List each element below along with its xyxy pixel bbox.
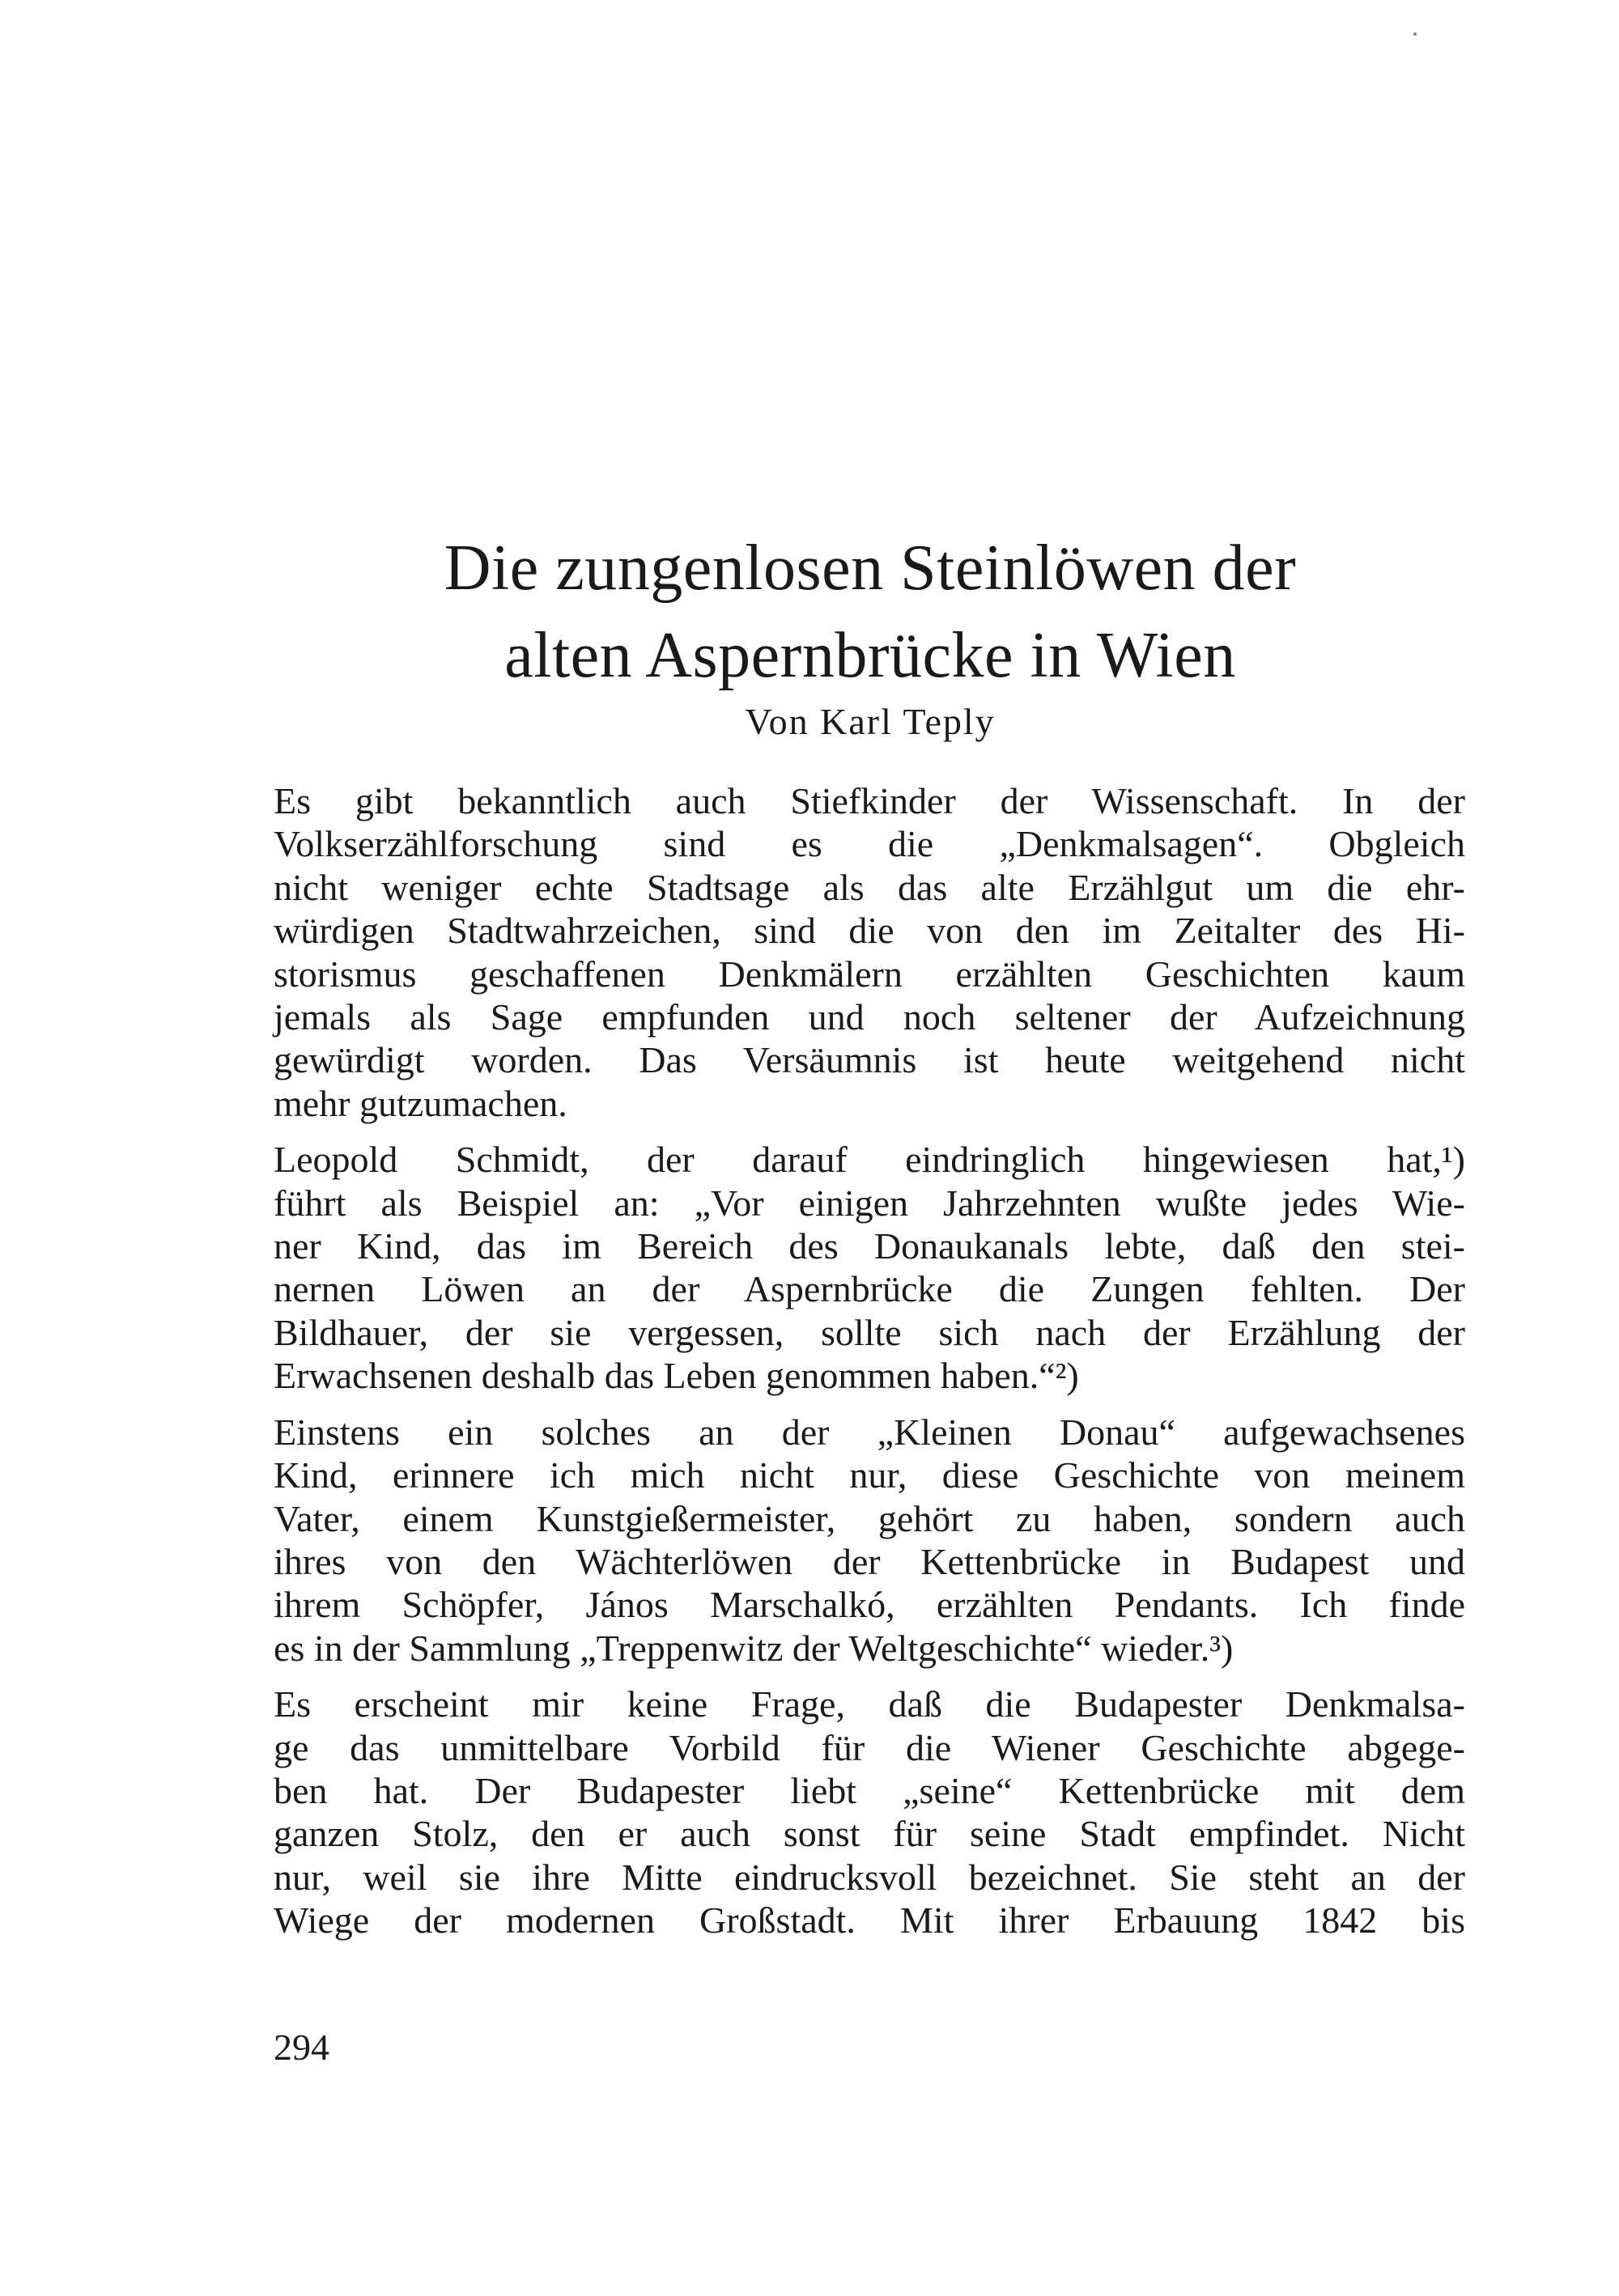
text-line: Es gibt bekanntlich auch Stiefkinder der Wissenschaft. In der <box>274 780 1465 821</box>
text-line: nur, weil sie ihre Mitte eindrucksvoll bezeichnet. Sie steht an der <box>274 1856 1465 1898</box>
text-line: ge das unmittelbare Vorbild für die Wiener Geschichte abgege- <box>274 1726 1465 1768</box>
article-title <box>275 524 1465 699</box>
paragraph-2 <box>274 1138 1465 1397</box>
text-line: ner Kind, das im Bereich des Donaukanals lebte, daß den stei- <box>274 1225 1465 1267</box>
text-line: Einstens ein solches an der „Kleinen Donau“ aufgewachsenes <box>274 1411 1465 1453</box>
text-line: nernen Löwen an der Aspernbrücke die Zungen fehlten. Der <box>274 1268 1465 1310</box>
text-line: führt als Beispiel an: „Vor einigen Jahrzehnten wußte jedes Wie- <box>274 1182 1465 1224</box>
text-line: Wiege der modernen Großstadt. Mit ihrer Erbauung 1842 bis <box>274 1899 1465 1942</box>
text-line: storismus geschaffenen Denkmälern erzählten Geschichten kaum <box>274 953 1465 995</box>
text-line: Kind, erinnere ich mich nicht nur, diese Geschichte von meinem <box>274 1454 1465 1496</box>
title-line-2: alten Aspernbrücke in Wien <box>504 620 1236 691</box>
article-body <box>274 779 1465 1955</box>
text-line: Leopold Schmidt, der darauf eindringlich hingewiesen hat,¹) <box>274 1139 1465 1181</box>
author-byline: Von Karl Teply <box>745 701 996 742</box>
text-line: Es erscheint mir keine Frage, daß die Budapester Denkmalsa- <box>274 1683 1465 1725</box>
text-line: es in der Sammlung „Treppenwitz der Weltgeschichte“ wieder.³) <box>274 1627 1234 1669</box>
paragraph-3 <box>274 1411 1465 1670</box>
text-line: Bildhauer, der sie vergessen, sollte sich nach der Erzählung der <box>274 1311 1465 1353</box>
page-number: 294 <box>274 2027 329 2068</box>
paragraph-4 <box>274 1683 1465 1942</box>
text-line: Vater, einem Kunstgießermeister, gehört zu haben, sondern auch <box>274 1497 1465 1539</box>
title-line-1: Die zungenlosen Steinlöwen der <box>444 533 1297 604</box>
paragraph-1 <box>274 779 1465 1125</box>
text-line: Volkserzählforschung sind es die „Denkmalsagen“. Obgleich <box>274 823 1465 865</box>
text-line: ganzen Stolz, den er auch sonst für seine Stadt empfindet. Nicht <box>274 1813 1465 1855</box>
text-line: mehr gutzumachen. <box>274 1082 567 1124</box>
text-line: ben hat. Der Budapester liebt „seine“ Kettenbrücke mit dem <box>274 1769 1465 1811</box>
text-line: würdigen Stadtwahrzeichen, sind die von den im Zeitalter des Hi- <box>274 910 1465 952</box>
text-line: gewürdigt worden. Das Versäumnis ist heute weitgehend nicht <box>274 1039 1465 1081</box>
text-line: ihres von den Wächterlöwen der Kettenbrücke in Budapest und <box>274 1540 1465 1582</box>
scan-speck <box>1413 32 1417 36</box>
text-line: ihrem Schöpfer, János Marschalkó, erzählten Pendants. Ich finde <box>274 1584 1465 1626</box>
text-line: nicht weniger echte Stadtsage als das alte Erzählgut um die ehr- <box>274 866 1465 908</box>
text-line: jemals als Sage empfunden und noch seltener der Aufzeichnung <box>274 996 1465 1038</box>
text-line: Erwachsenen deshalb das Leben genommen haben.“²) <box>274 1355 1079 1397</box>
